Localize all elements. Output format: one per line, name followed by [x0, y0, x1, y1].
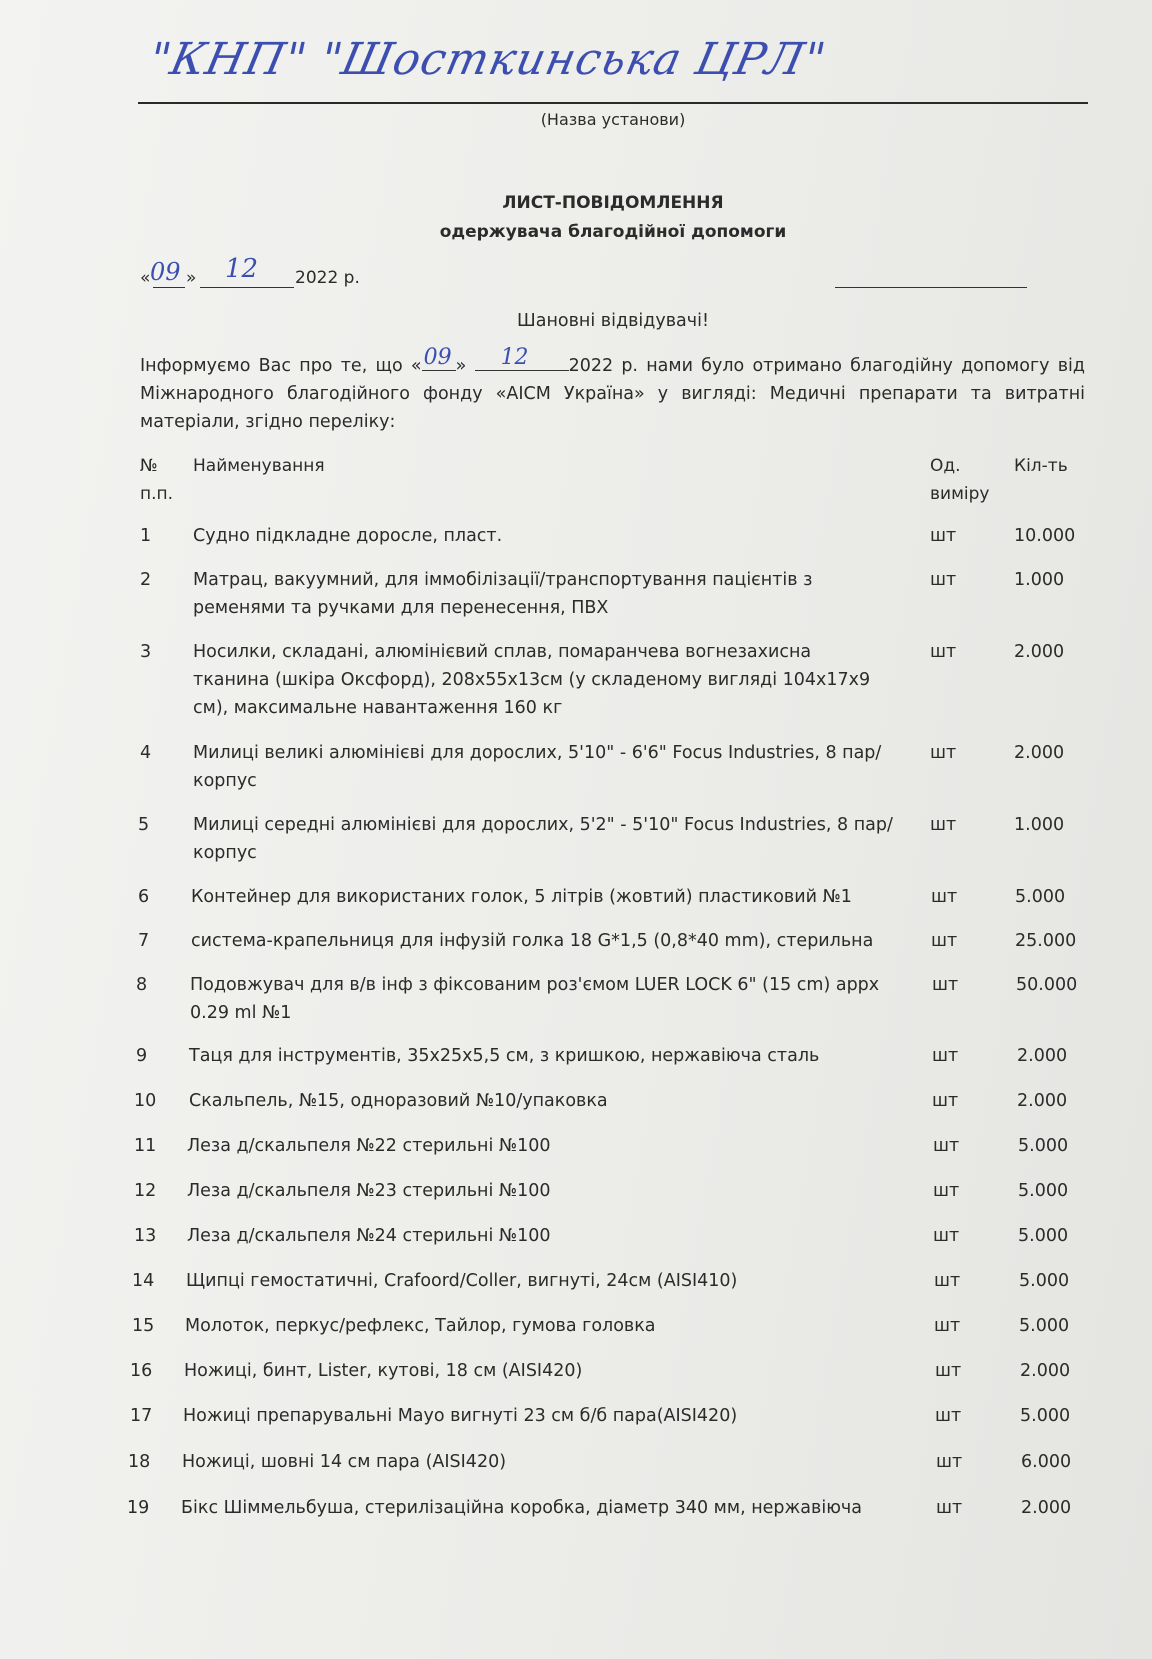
row-name: Леза д/скальпеля №22 стерильні №100 [187, 1136, 551, 1156]
row-number: 7 [138, 931, 150, 951]
row-number: 5 [138, 815, 150, 835]
row-qty: 5.000 [1019, 1271, 1070, 1291]
row-unit: шт [930, 570, 957, 590]
row-unit: шт [934, 1316, 961, 1336]
row-unit: шт [930, 642, 957, 662]
row-number: 3 [140, 642, 152, 662]
row-qty: 5.000 [1020, 1406, 1071, 1426]
row-qty: 5.000 [1015, 887, 1066, 907]
intro-month-handwritten: 12 [500, 345, 529, 370]
row-number: 8 [136, 975, 148, 995]
row-number: 14 [132, 1271, 155, 1291]
document-subtitle: одержувача благодійної допомоги [439, 222, 787, 242]
row-qty: 2.000 [1014, 743, 1065, 763]
row-unit: шт [930, 743, 957, 763]
row-qty: 25.000 [1015, 931, 1077, 951]
row-unit: шт [936, 1498, 963, 1518]
row-number: 17 [130, 1406, 153, 1426]
row-name: Таця для інструментів, 35х25х5,5 см, з кришкою, нержавіюча сталь [189, 1046, 820, 1066]
row-name: Леза д/скальпеля №23 стерильні №100 [187, 1181, 551, 1201]
institution-caption: (Назва установи) [540, 110, 686, 129]
row-number: 9 [136, 1046, 148, 1066]
row-name: Носилки, складані, алюмінієвий сплав, помаранчева вогнезахисна тканина (шкіра Оксфорд), 208х55х13см (у складеному вигляді 104х17х9 см), максимальне навантаження 160 кг [193, 642, 871, 718]
date-year: 2022 р. [295, 268, 360, 288]
row-number: 12 [134, 1181, 157, 1201]
header-num-line2: п.п. [140, 484, 174, 504]
row-qty: 1.000 [1014, 570, 1065, 590]
row-unit: шт [932, 1046, 959, 1066]
row-qty: 5.000 [1018, 1226, 1069, 1246]
row-name: Молоток, перкус/рефлекс, Тайлор, гумова головка [185, 1316, 656, 1336]
row-qty: 2.000 [1017, 1046, 1068, 1066]
row-qty: 6.000 [1021, 1452, 1072, 1472]
date-close-quote: » [186, 268, 197, 288]
row-qty: 2.000 [1014, 642, 1065, 662]
row-unit: шт [936, 1452, 963, 1472]
row-unit: шт [932, 975, 959, 995]
row-name: Скальпель, №15, одноразовий №10/упаковка [189, 1091, 608, 1111]
row-number: 10 [134, 1091, 157, 1111]
date-month-field [200, 287, 294, 288]
row-qty: 1.000 [1014, 815, 1065, 835]
row-number: 18 [128, 1452, 151, 1472]
intro-paragraph [140, 345, 1085, 436]
row-number: 15 [132, 1316, 155, 1336]
header-unit-line2: виміру [930, 484, 990, 504]
header-qty: Кіл-ть [1014, 456, 1068, 476]
row-unit: шт [931, 931, 958, 951]
row-qty: 5.000 [1018, 1136, 1069, 1156]
row-unit: шт [930, 526, 957, 546]
header-num-line1: № [140, 456, 158, 476]
row-unit: шт [933, 1226, 960, 1246]
intro-day-field [422, 345, 456, 371]
row-name: Ножиці, шовні 14 см пара (AISI420) [182, 1452, 507, 1472]
row-number: 16 [130, 1361, 153, 1381]
row-number: 2 [140, 570, 152, 590]
institution-name-handwritten: "КНП" "Шосткинська ЦРЛ" [144, 34, 831, 85]
header-num [140, 452, 173, 508]
document-title: ЛИСТ-ПОВІДОМЛЕННЯ [502, 193, 724, 213]
row-qty: 10.000 [1014, 526, 1076, 546]
row-unit: шт [930, 815, 957, 835]
header-unit-line1: Од. [930, 456, 961, 476]
row-unit: шт [931, 887, 958, 907]
header-name: Найменування [193, 456, 325, 476]
intro-day-handwritten: 09 [423, 345, 452, 370]
row-name: Бікс Шіммельбуша, стерилізаційна коробка, діаметр 340 мм, нержавіюча [181, 1498, 862, 1518]
row-unit: шт [934, 1271, 961, 1291]
row-unit: шт [932, 1091, 959, 1111]
date-day-field [153, 287, 185, 288]
row-name: Судно підкладне доросле, пласт. [193, 526, 503, 546]
row-unit: шт [933, 1136, 960, 1156]
row-name: Матрац, вакуумний, для іммобілізації/транспортування пацієнтів з ременями та ручками для перенесення, ПВХ [193, 570, 813, 618]
date-day-handwritten: 09 [150, 258, 181, 286]
row-number: 4 [140, 743, 152, 763]
row-unit: шт [935, 1361, 962, 1381]
row-name: система-крапельниця для інфузій голка 18 G*1,5 (0,8*40 mm), стерильна [191, 931, 874, 951]
row-qty: 2.000 [1017, 1091, 1068, 1111]
row-unit: шт [935, 1406, 962, 1426]
intro-close-quote: » [455, 356, 467, 376]
row-number: 19 [127, 1498, 150, 1518]
row-qty: 5.000 [1018, 1181, 1069, 1201]
row-name: Ножиці, бинт, Lister, кутові, 18 см (AISI420) [184, 1361, 583, 1381]
row-number: 13 [134, 1226, 157, 1246]
signature-line [835, 287, 1027, 288]
row-unit: шт [933, 1181, 960, 1201]
row-number: 11 [134, 1136, 157, 1156]
intro-text-rest: 2022 р. нами було отримано благодійну допомогу від Міжнародного благодійного фонду «AICM Україна» у вигляді: Медичні препарати та витратні матеріали, згідно переліку: [140, 356, 1085, 432]
intro-month-field [475, 345, 569, 371]
row-name: Щипці гемостатичні, Crafoord/Coller, вигнуті, 24см (AISI410) [186, 1271, 738, 1291]
row-qty: 5.000 [1019, 1316, 1070, 1336]
row-name: Леза д/скальпеля №24 стерильні №100 [187, 1226, 551, 1246]
row-number: 6 [138, 887, 150, 907]
row-name: Милиці середні алюмінієві для дорослих, 5'2" - 5'10" Focus Industries, 8 пар/корпус [193, 815, 893, 863]
date-open-quote: « [140, 268, 151, 288]
greeting: Шановні відвідувачі! [517, 311, 709, 331]
institution-underline [138, 102, 1088, 104]
header-unit [930, 452, 989, 508]
intro-text-start: Інформуємо Вас про те, що « [140, 356, 422, 376]
row-name: Ножиці препарувальні Mayo вигнуті 23 см б/б пара(AISI420) [183, 1406, 738, 1426]
row-qty: 2.000 [1020, 1361, 1071, 1381]
row-name: Подовжувач для в/в інф з фіксованим роз'ємом LUER LOCK 6" (15 cm) appx 0.29 ml №1 [190, 975, 880, 1023]
row-qty: 2.000 [1021, 1498, 1072, 1518]
row-name: Контейнер для використаних голок, 5 літрів (жовтий) пластиковий №1 [191, 887, 852, 907]
date-month-handwritten: 12 [225, 254, 259, 284]
row-qty: 50.000 [1016, 975, 1078, 995]
row-name: Милиці великі алюмінієві для дорослих, 5'10" - 6'6" Focus Industries, 8 пар/корпус [193, 743, 882, 791]
row-number: 1 [140, 526, 152, 546]
